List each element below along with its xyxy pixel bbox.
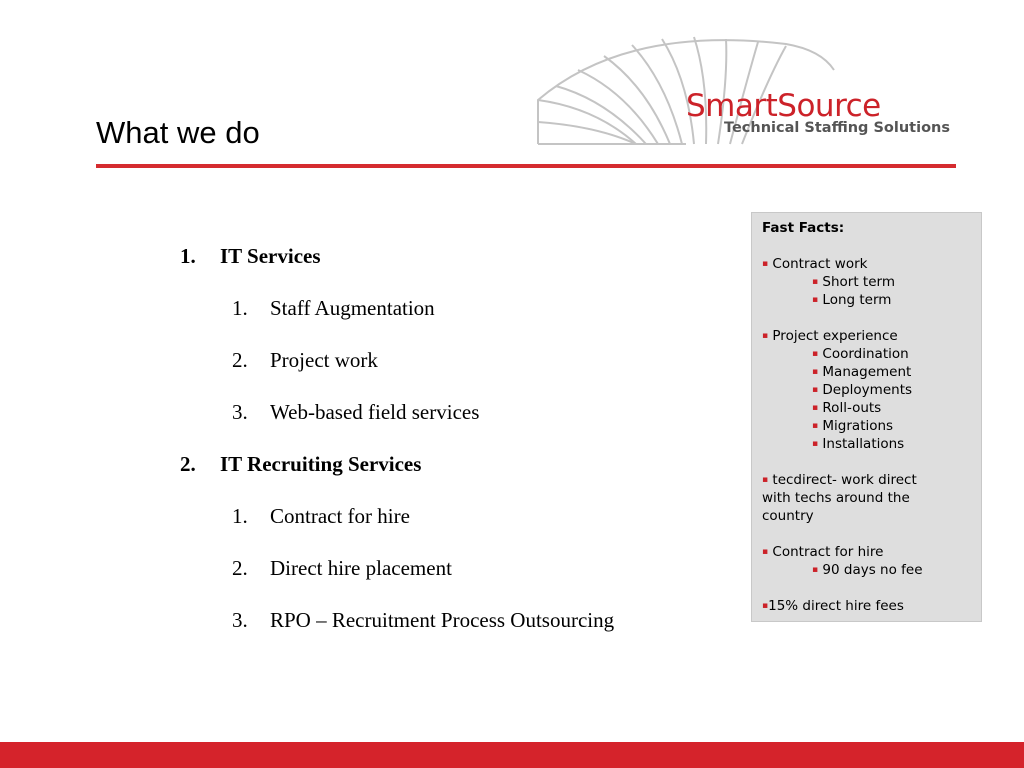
fact-subitem: ▪ Migrations bbox=[812, 418, 894, 434]
outline-number: 3. bbox=[232, 608, 248, 632]
fact-subitem: ▪ Installations bbox=[812, 436, 905, 452]
outline-number: 2. bbox=[232, 556, 248, 580]
fact-subitem: ▪ Deployments bbox=[812, 382, 913, 398]
outline-label: Web-based field services bbox=[270, 400, 480, 424]
bullet-icon: ▪ bbox=[812, 349, 819, 359]
fact-subitem: ▪ Short term bbox=[812, 274, 895, 290]
outline-label: IT Services bbox=[220, 244, 321, 268]
outline-label: Staff Augmentation bbox=[270, 296, 435, 320]
fact-item: ▪15% direct hire fees bbox=[762, 598, 904, 614]
outline-label: Direct hire placement bbox=[270, 556, 452, 580]
bullet-icon: ▪ bbox=[812, 403, 819, 413]
fact-subitem: ▪ Coordination bbox=[812, 346, 909, 362]
title-divider bbox=[96, 164, 956, 168]
fact-item-continued: with techs around the bbox=[762, 490, 910, 506]
fact-item-continued: country bbox=[762, 508, 814, 524]
fact-item: ▪ Contract for hire bbox=[762, 544, 884, 560]
outline-number: 1. bbox=[180, 244, 196, 268]
fact-subitem: ▪ Roll-outs bbox=[812, 400, 882, 416]
slide-title: What we do bbox=[96, 115, 260, 150]
outline-number: 1. bbox=[232, 296, 248, 320]
bullet-icon: ▪ bbox=[812, 565, 819, 575]
footer-bar bbox=[0, 742, 1024, 768]
bullet-icon: ▪ bbox=[812, 421, 819, 431]
brand-tagline: Technical Staffing Solutions bbox=[724, 120, 951, 136]
fact-subitem: ▪ Management bbox=[812, 364, 912, 380]
brand-logo-text: SmartSource bbox=[686, 88, 881, 124]
outline-label: Contract for hire bbox=[270, 504, 410, 528]
fast-facts-heading: Fast Facts: bbox=[762, 220, 845, 236]
fact-item: ▪ tecdirect- work direct bbox=[762, 472, 917, 488]
bullet-icon: ▪ bbox=[762, 331, 769, 341]
outline-label: IT Recruiting Services bbox=[220, 452, 422, 476]
fact-item: ▪ Contract work bbox=[762, 256, 868, 272]
bullet-icon: ▪ bbox=[812, 277, 819, 287]
fact-item: ▪ Project experience bbox=[762, 328, 898, 344]
bullet-icon: ▪ bbox=[812, 295, 819, 305]
outline-number: 2. bbox=[180, 452, 196, 476]
fact-subitem: ▪ Long term bbox=[812, 292, 892, 308]
bullet-icon: ▪ bbox=[812, 385, 819, 395]
outline-label: RPO – Recruitment Process Outsourcing bbox=[270, 608, 615, 632]
outline-number: 3. bbox=[232, 400, 248, 424]
outline-number: 1. bbox=[232, 504, 248, 528]
outline-number: 2. bbox=[232, 348, 248, 372]
bullet-icon: ▪ bbox=[762, 259, 769, 269]
bullet-icon: ▪ bbox=[812, 367, 819, 377]
bullet-icon: ▪ bbox=[762, 547, 769, 557]
fact-subitem: ▪ 90 days no fee bbox=[812, 562, 923, 578]
bullet-icon: ▪ bbox=[762, 475, 769, 485]
bullet-icon: ▪ bbox=[812, 439, 819, 449]
outline-label: Project work bbox=[270, 348, 378, 372]
bullet-icon: ▪ bbox=[762, 601, 769, 611]
fast-facts-box bbox=[751, 212, 982, 622]
